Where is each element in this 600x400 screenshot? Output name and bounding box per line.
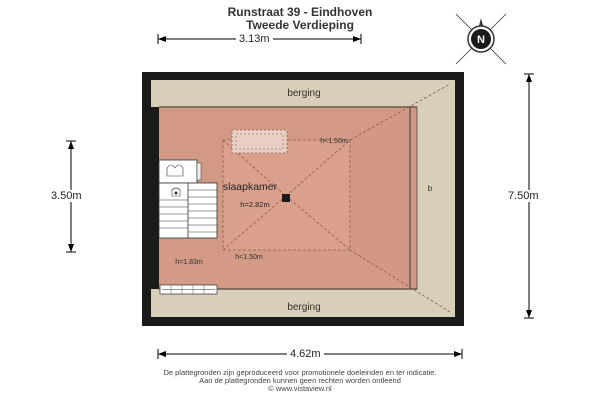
- bedroom-label: slaapkamer: [222, 181, 278, 193]
- bedroom-height-label: h=2.82m: [240, 200, 270, 209]
- staircase: [159, 183, 217, 238]
- height-note-lower-middle: h<1.50m: [235, 254, 263, 261]
- right-area-label: b: [427, 184, 433, 193]
- floor-title: Tweede Verdieping: [246, 18, 354, 32]
- dimension-right-label: 7.50m: [505, 190, 542, 202]
- dimension-top-label: 3.13m: [236, 33, 273, 45]
- footer-line-1: De plattegronden zijn geproduceerd voor promotionele doeleinden en ter indicatie.: [163, 368, 437, 377]
- left-wall: [151, 107, 159, 289]
- footer-line-2: Aan de plattegronden kunnen geen rechten worden ontleend: [199, 376, 401, 385]
- footer-line-3: © www.vistaview.nl: [268, 384, 332, 393]
- bottom-window: [160, 285, 217, 294]
- storage-bottom-label: berging: [287, 302, 321, 313]
- footer-disclaimer: [0, 369, 600, 393]
- address-title: Runstraat 39 - Eindhoven: [227, 5, 373, 19]
- height-note-upper-right: h<1.50m: [320, 138, 348, 145]
- storage-top-label: berging: [287, 88, 321, 99]
- desk: [159, 160, 201, 183]
- dimension-left-label: 3.50m: [48, 190, 85, 202]
- compass-icon: [456, 14, 506, 64]
- dimension-bottom-label: 4.62m: [287, 348, 324, 360]
- skylight: [232, 130, 287, 153]
- height-note-lower-left: h=1.83m: [175, 259, 203, 266]
- chimney-marker: [282, 194, 290, 202]
- compass-letter: N: [477, 34, 485, 46]
